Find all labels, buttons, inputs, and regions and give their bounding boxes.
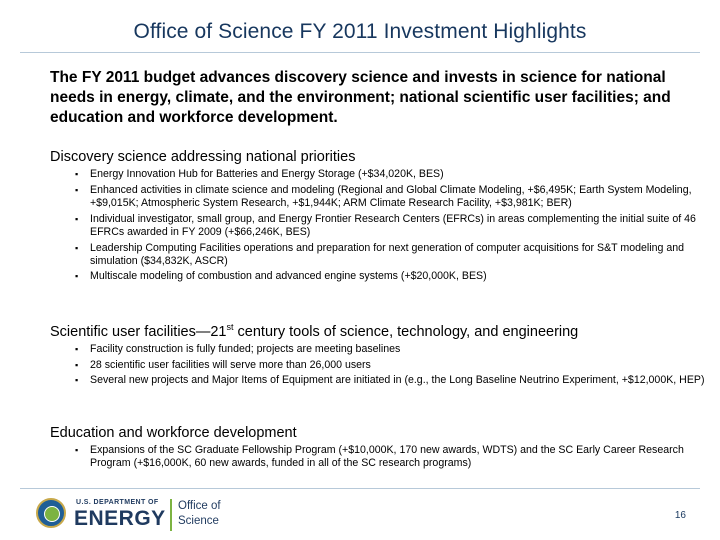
list-item: ▪ 28 scientific user facilities will serve more than 26,000 users xyxy=(75,358,371,371)
bullet-icon: ▪ xyxy=(75,271,79,282)
dept-label: U.S. DEPARTMENT OF xyxy=(76,499,159,506)
office-label: Office of Science xyxy=(178,500,221,527)
footer-divider xyxy=(20,488,700,489)
bullet-icon: ▪ xyxy=(75,213,79,224)
section-heading: Discovery science addressing national priorities xyxy=(50,149,356,165)
section-education xyxy=(50,424,710,473)
list-item: ▪ Leadership Computing Facilities operations and preparation for next generation of computer acquisitions for S&T modeling and simulation ($34,832K, ASCR) xyxy=(75,241,684,267)
section-discovery xyxy=(50,148,710,286)
page-number: 16 xyxy=(674,510,686,521)
list-item: ▪ Expansions of the SC Graduate Fellowship Program (+$10,000K, 170 new awards, WDTS) and the SC Early Career Research Program (+$16,000K, 60 new awards, funded in all of the SC research programs) xyxy=(75,444,684,470)
list-item: ▪ Individual investigator, small group, and Energy Frontier Research Centers (EFRCs) in areas complementing the initial suite of 46 EFRCs awarded in FY 2009 (+$66,246K, BES) xyxy=(75,212,696,238)
bullet-list xyxy=(50,444,710,470)
bullet-icon: ▪ xyxy=(75,169,79,179)
list-item: ▪ Facility construction is fully funded; projects are meeting baselines xyxy=(75,343,401,355)
doe-logo xyxy=(36,495,236,535)
slide-title: Office of Science FY 2011 Investment Highlights xyxy=(133,20,587,43)
bullet-list xyxy=(50,168,710,284)
list-item: ▪ Energy Innovation Hub for Batteries and Energy Storage (+$34,020K, BES) xyxy=(75,168,444,180)
list-item: ▪ Multiscale modeling of combustion and advanced engine systems (+$20,000K, BES) xyxy=(75,270,487,283)
list-item: ▪ Enhanced activities in climate science and modeling (Regional and Global Climate Modeling, +$6,495K; Earth System Modeling, +$9,015K; Atmospheric System Research, +$1,944K; ARM Climate Research Facility, +$3,981K; BER) xyxy=(75,183,692,209)
bullet-icon: ▪ xyxy=(75,184,79,195)
energy-label: ENERGY xyxy=(74,507,166,530)
section-user-facilities xyxy=(50,323,710,390)
logo-divider xyxy=(170,499,172,531)
bullet-icon: ▪ xyxy=(75,359,79,370)
bullet-list xyxy=(50,343,710,388)
doe-seal-icon xyxy=(36,498,66,528)
list-item: ▪ Several new projects and Major Items of Equipment are initiated in (e.g., the Long Baseline Neutrino Experiment, +$12,000K, HEP) xyxy=(75,374,705,387)
section-heading: Scientific user facilities—21st century tools of science, technology, and engineering xyxy=(50,322,579,340)
intro-paragraph: The FY 2011 budget advances discovery science and invests in science for national needs in energy, climate, and the environment; national scientific user facilities; and education and workforce development. xyxy=(50,69,671,126)
bullet-icon: ▪ xyxy=(75,445,79,455)
section-heading: Education and workforce development xyxy=(50,425,297,441)
bullet-icon: ▪ xyxy=(75,242,79,253)
title-divider xyxy=(20,52,700,53)
bullet-icon: ▪ xyxy=(75,375,79,386)
bullet-icon: ▪ xyxy=(75,344,79,354)
